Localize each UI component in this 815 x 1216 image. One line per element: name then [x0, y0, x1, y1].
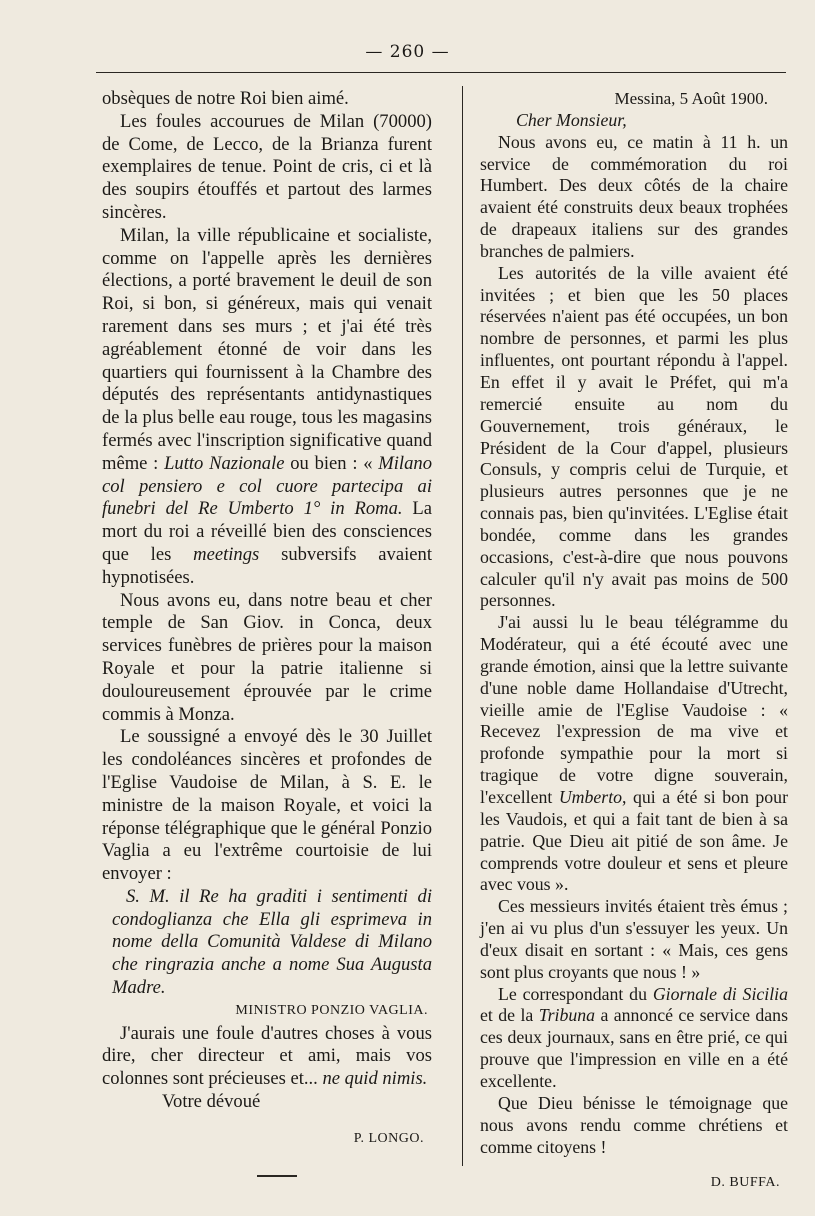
right-paragraph-1: Nous avons eu, ce matin à 11 h. un service de commémoration du roi Humbert. Des deux côtés de la chaire avaient été construits deux beaux trophées de drapeaux italiens sur des grandes branches de palmiers. — [480, 131, 788, 261]
right-paragraph-4: Ces messieurs invités étaient très émus ; j'en ai vu plus d'un s'essuyer les yeux. Un d'eux disait en sortant : « Mais, ces gens sont plus croyants que nous ! » — [480, 896, 788, 982]
left-p3-inscription: Lutto Nazionale — [164, 452, 285, 474]
left-column — [102, 88, 432, 1177]
left-p3-text-c: ou bien : « — [284, 452, 379, 474]
left-paragraph-4: Nous avons eu, dans notre beau et cher temple de San Giov. in Conca, deux services funèbres de prières pour la maison Royale et pour la patrie italienne si douloureusement éprouvée par le crime commis à Monza. — [102, 589, 432, 725]
right-signature: D. BUFFA. — [710, 1175, 780, 1191]
minister-signature: MINISTRO PONZIO VAGLIA. — [235, 1002, 428, 1018]
right-paragraph-2: Les autorités de la ville avaient été invitées ; et bien que les 50 places réservées n'aient pas été occupées, un bon nombre de personnes, et parmi les plus influentes, ont pourtant répondu à l'appel. En effet il y avait le Préfet, qui m'a remercié ensuite au nom du Gouvernement, trois généraux, le Président de la Cour d'appel, plusieurs Consuls, y compris celui de Turquie, et plusieurs autres personnes que je ne connais pas, bien qu'invitées. L'Eglise était bondée, comme dans les grandes occasions, c'est-à-dire que nous pouvons calculer qu'il n'y avait pas moins de 500 personnes. — [480, 262, 788, 611]
left-p6-text: J'aurais une foule d'autres choses à vous dire, cher directeur et ami, mais vos colonnes sont précieuses et... — [102, 1022, 432, 1090]
page-number: — 260 — — [365, 42, 450, 62]
left-paragraph-5: Le soussigné a envoyé dès le 30 Juillet les condoléances sincères et profondes de l'Eglise Vaudoise de Milan, à S. E. le ministre de la maison Royale, et voici la réponse télégraphique que le général Ponzio Vaglia a eu l'extrême courtoisie de lui envoyer : — [102, 726, 432, 885]
header-rule — [96, 72, 786, 73]
left-p3-text-e: La mort du roi a réveillé bien des consciences que les — [102, 498, 432, 565]
end-rule — [257, 1175, 297, 1177]
letter-date: Messina, 5 Août 1900. — [614, 89, 768, 108]
left-p3-italian-motto: Milano col pensiero e col cuore partecipa ai funebri del Re Umberto 1° in Roma. — [102, 452, 432, 520]
right-p3-text-c: , qui a été si bon pour les Vaudois, et qui a fait tant de bien à sa patrie. Que Dieu ait pitié de son âme. Je comprends votre douleur et sens et pleure avec vous ». — [480, 787, 788, 895]
left-paragraph-1: obsèques de notre Roi bien aimé. — [102, 88, 349, 109]
left-signature: P. LONGO. — [353, 1130, 424, 1146]
right-p5-giornale: Giornale di Sicilia — [652, 983, 788, 1004]
right-p3-umberto: Umberto — [558, 787, 623, 807]
right-p3-text-a: J'ai aussi lu le beau télégramme du Modérateur, qui a été écouté avec une grande émotion, ainsi que la lettre suivante d'une noble dame Hollandaise d'Utrecht, vieille amie de l'Eglise Vaudoise : « Recevez l'expression de ma vive et profonde sympathie pour la mort si tragique de votre digne souverain, l'excellent — [480, 612, 788, 807]
right-column — [480, 88, 788, 1194]
left-signoff: Votre dévoué — [162, 1091, 261, 1113]
left-paragraph-2: Les foules accourues de Milan (70000) de Come, de Lecco, de la Brianza furent exemplaires de tenue. Point de cris, ci et là des soupirs étouffés et partout des larmes sincères. — [102, 110, 432, 223]
telegram-quote: S. M. il Re ha graditi i sentimenti di condoglianza che Ella gli esprimeva in nome della Comunità Valdese di Milano che ringrazia anche a nome Sua Augusta Madre. — [112, 885, 432, 999]
left-p6-latin: ne quid nimis. — [322, 1068, 428, 1090]
right-paragraph-3 — [480, 612, 788, 896]
left-paragraph-3 — [102, 225, 432, 590]
column-divider — [462, 86, 463, 1166]
right-paragraph-6: Que Dieu bénisse le témoignage que nous avons rendu comme chrétiens et comme citoyens ! — [480, 1092, 788, 1157]
left-paragraph-6 — [102, 1023, 432, 1091]
right-p5-tribuna: Tribuna — [538, 1005, 596, 1026]
left-p3-meetings: meetings — [193, 543, 260, 565]
right-p5-text-e: a annoncé ce service dans ces deux journaux, sans en être prié, ce qui prouve que l'impression en ville en a été excellente. — [480, 1005, 788, 1091]
right-paragraph-5 — [480, 984, 788, 1093]
left-p3-text-a: Milan, la ville républicaine et socialiste, comme on l'appelle après les dernières élections, a porté bravement le deuil de son Roi, si bon, si généreux, mais qui venait rarement dans ses murs ; et j'ai été très agréablement étonné de voir dans les quartiers qui fournissent à la Chambre des députés des représentants antidynastiques de la plus belle eau rouge, tous les magasins fermés avec l'inscription significative quand même : — [102, 224, 432, 474]
left-p3-text-g: subversifs avaient hypnotisées. — [102, 543, 432, 588]
right-p5-text-c: et de la — [480, 1005, 539, 1026]
right-p5-text-a: Le correspondant du — [498, 983, 653, 1004]
letter-salutation: Cher Monsieur, — [516, 109, 627, 130]
